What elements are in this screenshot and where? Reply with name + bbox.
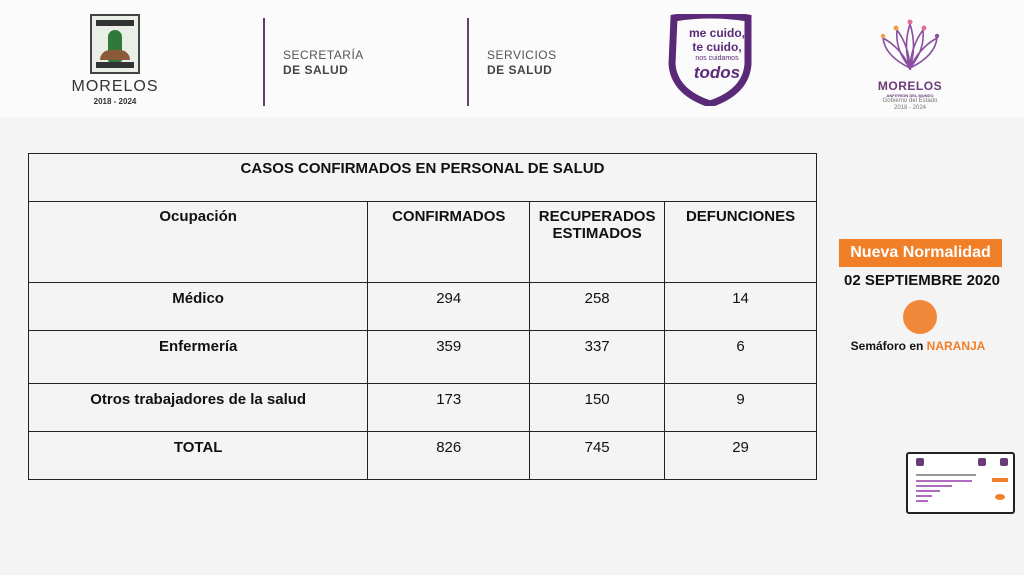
state-name: MORELOS [71, 78, 159, 95]
slide-thumbnail[interactable] [906, 452, 1015, 514]
state-seal-icon [90, 14, 140, 74]
thumb-line [916, 485, 952, 487]
occupation-cell: TOTAL [29, 432, 368, 480]
secretaria-label: SECRETARÍA DE SALUD [283, 48, 364, 77]
thumb-line [916, 474, 976, 476]
thumb-logo-icon [978, 458, 986, 466]
lotus-icon [875, 16, 945, 74]
deaths-cell: 14 [665, 283, 817, 331]
deaths-cell: 6 [665, 331, 817, 384]
col-deaths: DEFUNCIONES [665, 202, 817, 283]
divider [467, 18, 469, 106]
confirmed-cell: 359 [368, 331, 530, 384]
thumb-badge [992, 478, 1008, 482]
confirmed-cell: 294 [368, 283, 530, 331]
state-years: 2018 - 2024 [93, 97, 137, 106]
thumb-logo-icon [1000, 458, 1008, 466]
nueva-normalidad-badge: Nueva Normalidad [839, 239, 1002, 267]
gov-sub1: Gobierno del Estado [882, 98, 938, 104]
thumb-logo-icon [916, 458, 924, 466]
confirmed-cell: 826 [368, 432, 530, 480]
recovered-cell: 258 [530, 283, 665, 331]
government-logo [862, 16, 958, 112]
table-row-total [29, 432, 817, 480]
deaths-cell: 29 [665, 432, 817, 480]
thumb-line [916, 500, 928, 502]
servicios-label: SERVICIOS DE SALUD [487, 48, 557, 77]
header-banner [0, 0, 1024, 118]
gov-tagline: ANFITRIÓN DEL MUNDO [886, 93, 934, 98]
recovered-cell: 337 [530, 331, 665, 384]
campaign-slogan: me cuido, te cuido, nos cuidamos todos [688, 26, 745, 82]
confirmed-cell: 173 [368, 384, 530, 432]
thumb-line [916, 495, 932, 497]
col-recovered: RECUPERADOS ESTIMADOS [530, 202, 665, 283]
thumb-line [916, 480, 972, 482]
col-confirmed: CONFIRMADOS [368, 202, 530, 283]
cases-table [28, 153, 817, 480]
recovered-cell: 150 [530, 384, 665, 432]
col-occupation: Ocupación [29, 202, 368, 283]
table-row [29, 283, 817, 331]
gov-name: MORELOS [877, 79, 943, 93]
divider [263, 18, 265, 106]
state-logo [60, 14, 170, 106]
table-row [29, 384, 817, 432]
semaforo-status: Semáforo en NARANJA [850, 339, 986, 353]
report-date: 02 SEPTIEMBRE 2020 [844, 272, 1000, 289]
occupation-cell: Enfermería [29, 331, 368, 384]
gov-sub2: 2018 - 2024 [893, 105, 927, 111]
semaforo-dot-icon [903, 300, 937, 334]
thumb-line [916, 490, 940, 492]
table-row [29, 331, 817, 384]
occupation-cell: Médico [29, 283, 368, 331]
thumb-dot [995, 494, 1005, 500]
occupation-cell: Otros trabajadores de la salud [29, 384, 368, 432]
deaths-cell: 9 [665, 384, 817, 432]
recovered-cell: 745 [530, 432, 665, 480]
table-title: CASOS CONFIRMADOS EN PERSONAL DE SALUD [29, 154, 817, 202]
